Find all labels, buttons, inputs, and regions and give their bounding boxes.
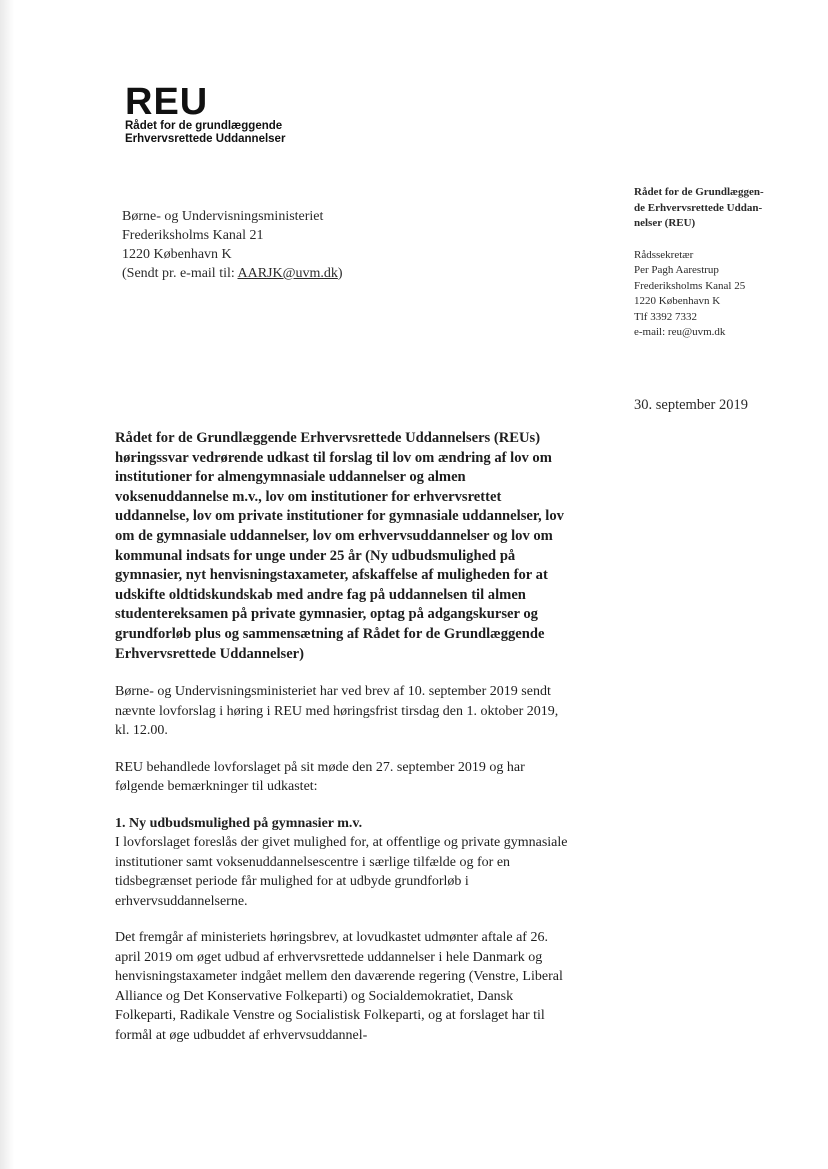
scan-edge-shade xyxy=(0,0,14,1169)
recipient-line3: 1220 København K xyxy=(122,247,232,262)
letter-title: Rådet for de Grundlæggende Erhvervsrettede Uddannelsers (REUs) høringssvar vedrørende udkast til forslag til lov om ændring af lov om institutioner for almengymnasiale uddannelser og almen voksenuddannelse m.v., lov om institutioner for erhvervsrettet uddannelse, lov om private institutioner for gymnasiale uddannelser, lov om de gymnasiale uddannelser, lov om erhvervsuddannelser og lov om kommunal indsats for unge under 25 år (Ny udbudsmulighed på gymnasier, nyt henvisningstaxameter, afskaffelse af muligheden for at udskifte oldtidskundskab med andre fag på uddannelsen til almen studentereksamen på private gymnasier, optag på adgangskurser og grundforløb plus og sammensætning af Rådet for de Grundlæggende Erhvervsrettede Uddannelser) xyxy=(115,430,564,662)
sender-city: 1220 København K xyxy=(634,295,721,307)
sent-prefix: (Sendt pr. e-mail til: xyxy=(122,266,238,281)
logo-subtitle-line2: Erhvervsrettede Uddannelser xyxy=(125,133,286,145)
sender-role: Rådssekretær xyxy=(634,248,694,261)
letter-date: 30. september 2019 xyxy=(634,397,748,413)
sender-org xyxy=(634,185,809,232)
logo-subtitle-line1: Rådet for de grundlæggende xyxy=(125,120,283,132)
paragraph-2: REU behandlede lovforslaget på sit møde den 27. september 2019 og har følgende bemærkninger til udkastet: xyxy=(115,759,525,795)
recipient-line2: Frederiksholms Kanal 21 xyxy=(122,228,264,243)
sender-email: e-mail: reu@uvm.dk xyxy=(634,326,726,338)
recipient-sent-line xyxy=(122,264,343,283)
recipient-email-link[interactable]: AARJK@uvm.dk xyxy=(237,266,338,281)
sender-phone: Tlf 3392 7332 xyxy=(634,310,697,323)
section-1 xyxy=(115,814,575,912)
recipient-address xyxy=(122,207,343,283)
paragraph-3: Det fremgår af ministeriets høringsbrev, at lovudkastet udmønter aftale af 26. april 2019 om øget udbud af erhvervsrettede uddannelser i hele Danmark og henvisningstaxameter indgået mellem den daværende regering (Venstre, Liberal Alliance og Det Konservative Folkeparti) og Socialdemokratiet, Dansk Folkeparti, Radikale Venstre og Socialistisk Folkeparti, og at forslaget har til formål at øge udbuddet af erhvervsuddannel- xyxy=(115,930,563,1043)
paragraph-1: Børne- og Undervisningsministeriet har ved brev af 10. september 2019 sendt nævnte lovforslag i høring i REU med høringsfrist tirsdag den 1. oktober 2019, kl. 12.00. xyxy=(115,684,559,739)
logo-mark: REU xyxy=(125,81,209,123)
sent-suffix: ) xyxy=(337,266,343,281)
section-1-heading: 1. Ny udbudsmulighed på gymnasier m.v. xyxy=(115,815,363,831)
sender-org-line1: Rådet for de Grundlæggen- xyxy=(634,186,764,198)
sender-street: Frederiksholms Kanal 25 xyxy=(634,279,746,292)
sender-name: Per Pagh Aarestrup xyxy=(634,264,719,276)
letter-body xyxy=(115,429,575,1062)
section-1-text: I lovforslaget foreslås der givet mulighed for, at offentlige og private gymnasiale institutioner samt voksenuddannelsescentre i særlige tilfælde og for en tidsbegrænset periode får mulighed for at udbyde grundforløb i erhvervsuddannelserne. xyxy=(115,835,568,909)
recipient-line1: Børne- og Undervisningsministeriet xyxy=(122,209,324,224)
sender-org-line2: de Erhvervsrettede Uddan- xyxy=(634,201,763,214)
reu-logo xyxy=(125,81,286,146)
sender-block xyxy=(634,185,809,341)
sender-org-line3: nelser (REU) xyxy=(634,217,696,229)
